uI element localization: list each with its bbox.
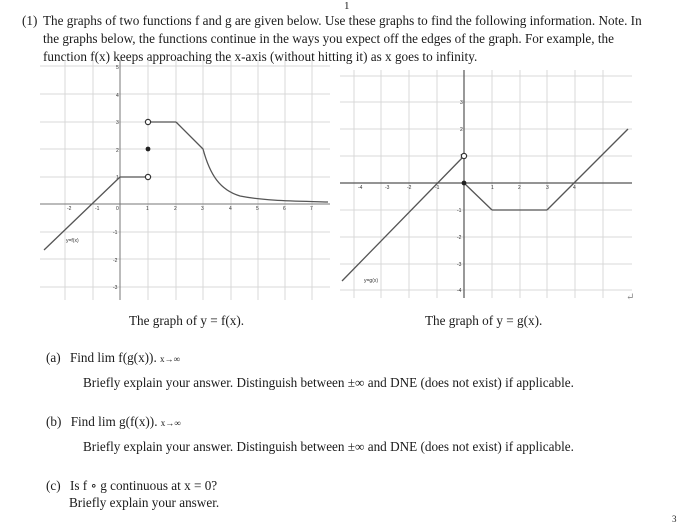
graph-f-open-point (145, 119, 150, 124)
graph-f-ytick: -2 (113, 258, 118, 264)
graph-g-open-point (461, 153, 466, 158)
graph-g-xtick: -4 (358, 185, 363, 191)
graph-g-closed-point (462, 181, 467, 186)
graph-f-caption: The graph of y = f(x). (129, 313, 245, 328)
question-a-label: (a) (46, 350, 61, 365)
graph-g-xtick: -1 (435, 185, 440, 191)
graph-f-open-point (145, 174, 150, 179)
footer-mark: 3 (672, 514, 677, 524)
graph-f-xtick: -2 (67, 206, 72, 212)
graph-f (40, 60, 336, 306)
question-b-label: (b) (46, 414, 62, 429)
graph-f-xtick: 7 (310, 206, 313, 212)
graph-f-ytick: 1 (116, 175, 119, 181)
graph-g-ytick: -4 (457, 288, 462, 294)
graph-f-ytick: 4 (116, 93, 119, 99)
graph-f-closed-point (146, 147, 151, 152)
graph-f-decay-curve (176, 122, 328, 202)
graph-g-descend-segment (464, 183, 492, 210)
question-b (46, 414, 181, 430)
graph-g-xtick: -2 (407, 185, 412, 191)
graph-g-caption: The graph of y = g(x). (425, 313, 543, 328)
return-mark-icon: ↵ (626, 292, 635, 303)
question-a (46, 350, 180, 366)
question-c-text: Is f ∘ g continuous at x = 0? (69, 478, 218, 493)
graph-g-label: y=g(x) (364, 278, 379, 284)
question-b-text: Find lim g(f(x)). (70, 414, 158, 429)
graph-g-grid (340, 70, 632, 298)
question-c-explain: Briefly explain your answer. (69, 495, 220, 510)
graph-f-ytick: 2 (116, 148, 119, 154)
graph-g-xtick: 1 (491, 185, 494, 191)
problem-line-2: the graphs below, the functions continue in the ways you expect off the edges of the graph. For example, the (43, 31, 614, 46)
graph-g-ytick: -3 (457, 262, 462, 268)
graph-f-xtick: 4 (229, 206, 232, 212)
problem-line-3: function f(x) keeps approaching the x-axis (without hitting it) as x goes to infinity. (43, 49, 478, 64)
graph-f-xtick: 0 (116, 206, 119, 212)
graph-f-ytick: -3 (113, 285, 118, 291)
graph-f-label: y=f(x) (66, 238, 79, 244)
graph-g-ytick: -2 (457, 235, 462, 241)
graph-f-xtick: 5 (256, 206, 259, 212)
question-a-explain: Briefly explain your answer. Distinguish between ±∞ and DNE (does not exist) if applicable. (83, 375, 574, 390)
graph-g-xtick: 4 (573, 185, 576, 191)
graph-g-xtick: -3 (385, 185, 390, 191)
graph-g-ytick: -1 (457, 208, 462, 214)
graph-g-xtick: 2 (518, 185, 521, 191)
graph-g-left-line (342, 156, 464, 281)
graph-f-xtick: 3 (201, 206, 204, 212)
question-b-limit-sub: x→∞ (160, 418, 181, 428)
problem-line-1: The graphs of two functions f and g are given below. Use these graphs to find the following information. Note. In (43, 13, 642, 28)
graph-f-ytick: -1 (113, 230, 118, 236)
graph-f-ytick: 5 (116, 65, 119, 71)
question-a-text: Find lim f(g(x)). (69, 350, 157, 365)
question-c (46, 478, 217, 494)
graph-f-xtick: 1 (146, 206, 149, 212)
page-number: 1 (344, 0, 350, 12)
graph-f-ytick: 3 (116, 120, 119, 126)
question-a-limit-sub: x→∞ (160, 354, 180, 364)
graph-g-xtick: 3 (546, 185, 549, 191)
graph-g-ytick: 2 (460, 127, 463, 133)
graph-f-grid (40, 60, 330, 300)
graph-f-line-segment (44, 177, 120, 250)
graph-f-xtick: -1 (95, 206, 100, 212)
problem-number: (1) (22, 13, 38, 28)
question-b-explain: Briefly explain your answer. Distinguish between ±∞ and DNE (does not exist) if applicable. (83, 439, 574, 454)
graph-f-xtick: 2 (174, 206, 177, 212)
graph-g-right-line (547, 129, 628, 210)
graph-g-ytick: 3 (460, 100, 463, 106)
graph-f-xtick: 6 (283, 206, 286, 212)
question-c-label: (c) (46, 478, 61, 493)
graph-g (340, 70, 640, 300)
